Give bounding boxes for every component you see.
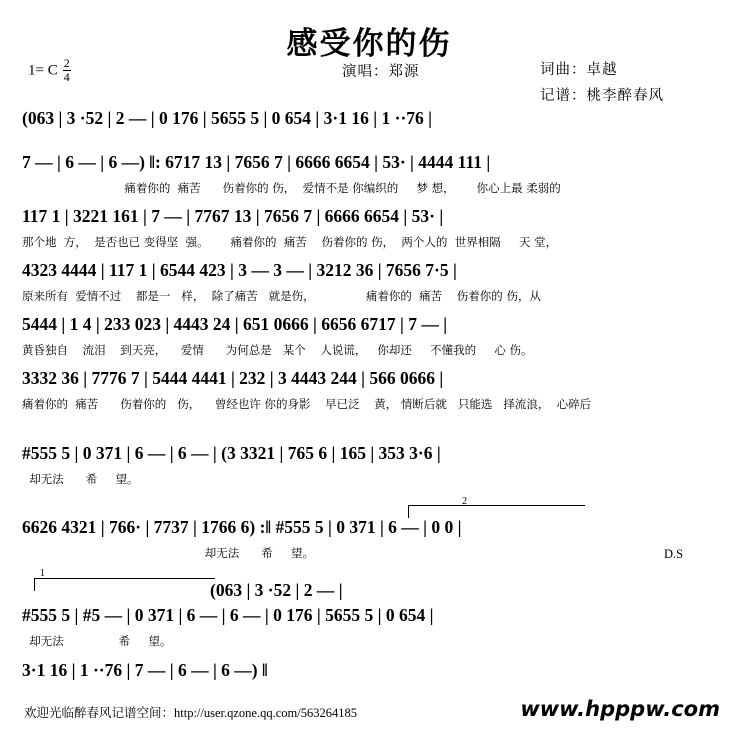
score-line-5-lyrics: 黄昏独自 流泪 到天亮， 爱情 为何总是 某个 人说谎， 你却还 不懂我的 心 伤。	[22, 343, 533, 357]
score-line-7-lyrics: 却无法 希 望。	[22, 472, 139, 486]
time-signature-numerator: 2	[63, 56, 70, 70]
score-line-7-notes: #555 5 | 0 371 | 6 — | 6 — | (3 3321 | 765 6 | 165 | 353 3·6 |	[22, 443, 441, 463]
ds-marker: D.S	[664, 547, 684, 561]
score-line-5-notes: 5444 | 1 4 | 233 023 | 4443 24 | 651 0666 | 6656 6717 | 7 — |	[22, 314, 448, 334]
composer-credit: 词曲：卓越	[540, 62, 618, 78]
score-line-8-notes: 6626 4321 | 766· | 7737 | 1766 6) :‖ #555 5 | 0 371 | 6 — | 0 0 |	[22, 517, 462, 537]
footer-note: 欢迎光临醉春风记谱空间：http://user.qzone.qq.com/563264185	[24, 706, 357, 720]
score-line-11-notes: 3·1 16 | 1 ··76 | 7 — | 6 — | 6 —) ‖	[22, 660, 268, 680]
score-line-10-notes: #555 5 | #5 — | 0 371 | 6 — | 6 — | 0 176 | 5655 5 | 0 654 |	[22, 605, 434, 625]
score-line-3-notes: 117 1 | 3221 161 | 7 — | 7767 13 | 7656 7 | 6666 6654 | 53· |	[22, 206, 444, 226]
score-line-4-notes: 4323 4444 | 117 1 | 6544 423 | 3 — 3 — | 3212 36 | 7656 7·5 |	[22, 260, 457, 280]
volta-number-2: 2	[462, 496, 467, 507]
score-line-8-lyrics: 却无法 希 望。	[22, 546, 314, 560]
key-signature-text: 1= C	[28, 62, 58, 79]
score-line-6-notes: 3332 36 | 7776 7 | 5444 4441 | 232 | 3 4443 244 | 566 0666 |	[22, 368, 444, 388]
score-line-2-notes: 7 — | 6 — | 6 —) ‖: 6717 13 | 7656 7 | 6666 6654 | 53· | 4444 111 |	[22, 152, 491, 172]
score-line-2-lyrics: 痛着你的 痛苦 伤着你的 伤， 爱情不是 你编织的 梦 想， 你心上最 柔弱的	[22, 181, 561, 195]
score-line-6-lyrics: 痛着你的 痛苦 伤着你的 伤， 曾经也许 你的身影 早已泛 黄， 情断后就 只能选 择流浪， 心碎后	[22, 397, 592, 411]
time-signature	[63, 57, 71, 83]
transcriber-credit: 记谱：桃李醉春风	[540, 88, 664, 104]
watermark: www.hpppw.com	[520, 697, 720, 721]
singer-credit: 演唱：郑源	[342, 64, 420, 80]
key-signature	[28, 58, 71, 84]
score-line-3-lyrics: 那个地 方， 是否也已 变得坚 强。 痛着你的 痛苦 伤着你的 伤， 两个人的 世界相隔 天 堂，	[22, 235, 558, 249]
score-line-1-notes: (063 | 3 ·52 | 2 — | 0 176 | 5655 5 | 0 654 | 3·1 16 | 1 ··76 |	[22, 108, 433, 128]
score-line-10-lyrics: 却无法 希 望。	[22, 634, 172, 648]
volta-number-1: 1	[40, 568, 45, 579]
time-signature-denominator: 4	[63, 69, 70, 84]
score-line-4-lyrics: 原来所有 爱情不过 都是一 样， 除了痛苦 就是伤， 痛着你的 痛苦 伤着你的 伤，从	[22, 289, 541, 303]
score-line-9-notes: (063 | 3 ·52 | 2 — |	[210, 580, 343, 600]
volta-bracket-1	[34, 578, 215, 591]
page-title: 感受你的伤	[286, 26, 452, 62]
